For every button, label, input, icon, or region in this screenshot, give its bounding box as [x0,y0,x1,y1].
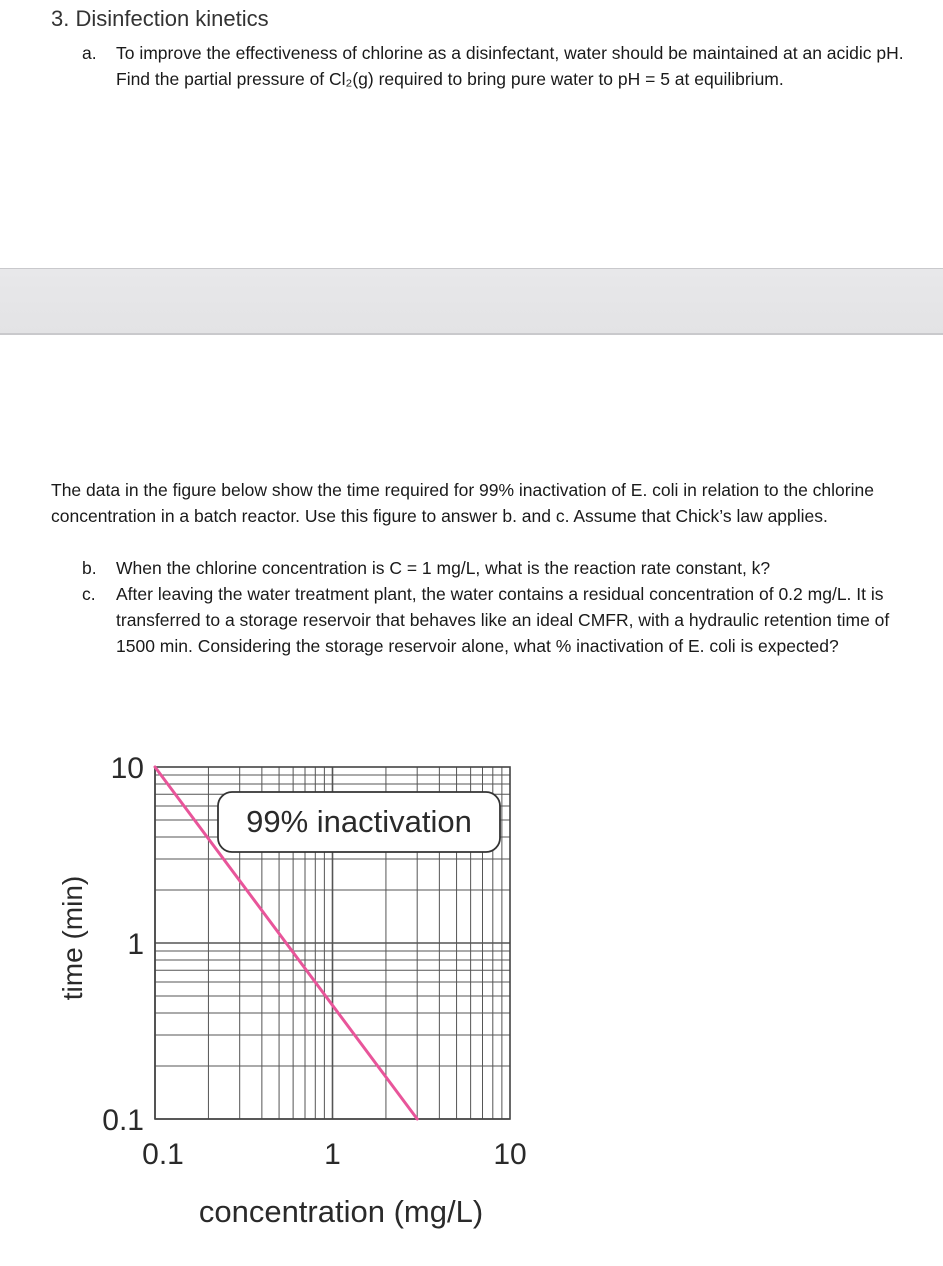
y-axis-label: time (min) [57,875,88,1001]
legend-label: 99% inactivation [246,804,472,839]
figure-intro: The data in the figure below show the time required for 99% inactivation of E. coli in relation to the chlorine concentration in a batch reactor. Use this figure to answer b. and c. Assume that Chick’s law applies. [51,480,874,526]
y-tick-labels [102,752,144,1137]
section-title: 3. Disinfection kinetics [51,6,269,31]
y-tick-label: 1 [127,928,144,961]
x-axis-label: concentration (mg/L) [198,1194,484,1229]
question-a [82,40,906,92]
x-tick-label: 0.1 [142,1138,184,1171]
question-c-marker: c. [82,584,96,604]
y-tick-label: 10 [110,752,144,785]
inactivation-chart [0,740,560,1240]
x-tick-label: 10 [493,1138,527,1171]
x-tick-label: 1 [324,1138,341,1171]
question-c [82,581,906,659]
question-b-text: When the chlorine concentration is C = 1 mg/L, what is the reaction rate constant, k? [116,558,771,578]
y-tick-label: 0.1 [102,1104,144,1137]
answer-divider [0,268,943,335]
question-a-marker: a. [82,43,97,63]
question-b-marker: b. [82,558,97,578]
x-tick-labels [142,1138,527,1171]
question-b [82,555,906,581]
question-a-text: To improve the effectiveness of chlorine as a disinfectant, water should be maintained at an acidic pH. Find the partial pressure of Cl₂(g) required to bring pure water to pH = 5 at equilibrium. [116,43,904,89]
question-c-text: After leaving the water treatment plant, the water contains a residual concentration of 0.2 mg/L. It is transferred to a storage reservoir that behaves like an ideal CMFR, with a hydraulic retention time of 1500 min. Considering the storage reservoir alone, what % inactivation of E. coli is expected? [116,584,890,656]
